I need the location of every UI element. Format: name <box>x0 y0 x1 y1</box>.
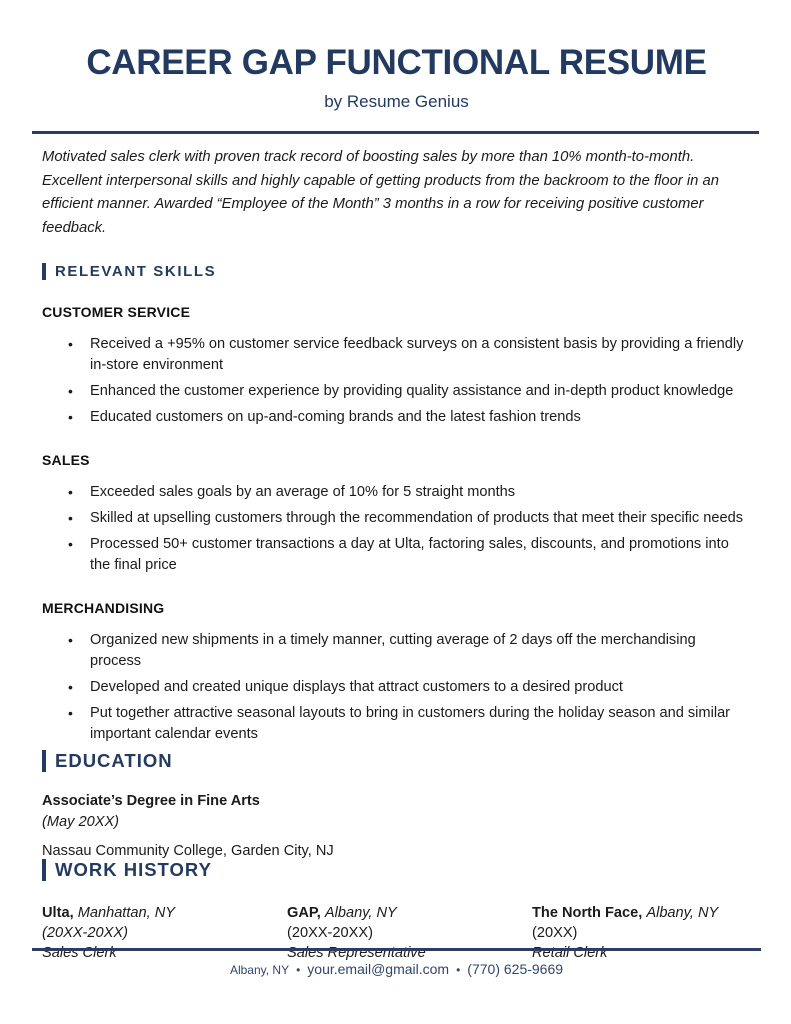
education-school: Nassau Community College, Garden City, NJ <box>42 843 334 859</box>
job-dates: (20XX-20XX) <box>42 925 128 941</box>
footer-divider <box>32 948 761 951</box>
job-role: Sales Clerk <box>42 945 117 961</box>
bullet-item: • Processed 50+ customer transactions a day at Ulta, factoring sales, discounts, and promotions into the final price <box>90 534 745 576</box>
contact-line <box>32 961 761 977</box>
education-heading: EDUCATION <box>42 750 751 772</box>
bullet-item: • Skilled at upselling customers through the recommendation of products that meet their specific needs <box>90 508 745 529</box>
bullet-item: • Received a +95% on customer service feedback surveys on a consistent basis by providing a friendly in-store environment <box>90 334 745 376</box>
bullet-item: • Organized new shipments in a timely manner, cutting average of 2 days off the merchandising process <box>90 630 745 672</box>
relevant-skills-heading: RELEVANT SKILLS <box>42 263 751 280</box>
section-relevant-skills <box>42 263 751 745</box>
bullet-item: • Enhanced the customer experience by providing quality assistance and in-depth product knowledge <box>90 381 745 402</box>
contact-location: Albany, NY <box>229 963 290 977</box>
job-company-line <box>287 903 532 923</box>
job-location: Manhattan, NY <box>77 905 176 921</box>
job-role: Sales Representative <box>287 945 426 961</box>
job-role: Retail Clerk <box>532 945 608 961</box>
job-dates: (20XX-20XX) <box>287 925 373 941</box>
skill-group-title-customer-service: CUSTOMER SERVICE <box>42 304 191 320</box>
skill-group-title-sales: SALES <box>42 452 90 468</box>
header-divider <box>32 131 759 134</box>
page-footer <box>32 948 761 977</box>
contact-email: your.email@gmail.com <box>307 961 450 977</box>
page-subtitle: by Resume Genius <box>324 92 469 111</box>
section-education <box>42 750 751 859</box>
contact-phone: (770) 625-9669 <box>467 961 564 977</box>
job-company: The North Face, <box>532 905 643 921</box>
job-company-line <box>42 903 287 923</box>
job-company-line <box>532 903 751 923</box>
job-company: GAP, <box>287 905 321 921</box>
education-date: (May 20XX) <box>42 814 120 830</box>
bullet-item: • Exceeded sales goals by an average of 10% for 5 straight months <box>90 482 745 503</box>
bullet-item: • Educated customers on up-and-coming brands and the latest fashion trends <box>90 407 745 428</box>
skill-group-title-merchandising: MERCHANDISING <box>42 600 165 616</box>
work-history-heading: WORK HISTORY <box>42 859 751 881</box>
summary-text: Motivated sales clerk with proven track record of boosting sales by more than 10% month-to-month. Excellent interpersonal skills and highly capable of getting products from the backroom to the floor in an efficient manner. Awarded “Employee of the Month” 3 months in a row for receiving positive customer feedback. <box>42 149 719 236</box>
merchandising-bullet-list <box>42 630 751 745</box>
job-location: Albany, NY <box>324 905 397 921</box>
sales-bullet-list <box>42 482 751 576</box>
customer-service-bullet-list <box>42 334 751 428</box>
job-dates: (20XX) <box>532 925 578 941</box>
job-company: Ulta, <box>42 905 74 921</box>
contact-separator: • <box>296 963 301 977</box>
bullet-item: • Put together attractive seasonal layouts to bring in customers during the holiday season and similar important calendar events <box>90 703 745 745</box>
job-location: Albany, NY <box>646 905 719 921</box>
education-degree: Associate’s Degree in Fine Arts <box>42 793 260 809</box>
bullet-item: • Developed and created unique displays that attract customers to a desired product <box>90 677 745 698</box>
contact-separator: • <box>456 963 461 977</box>
page-title: CAREER GAP FUNCTIONAL RESUME <box>86 43 707 82</box>
